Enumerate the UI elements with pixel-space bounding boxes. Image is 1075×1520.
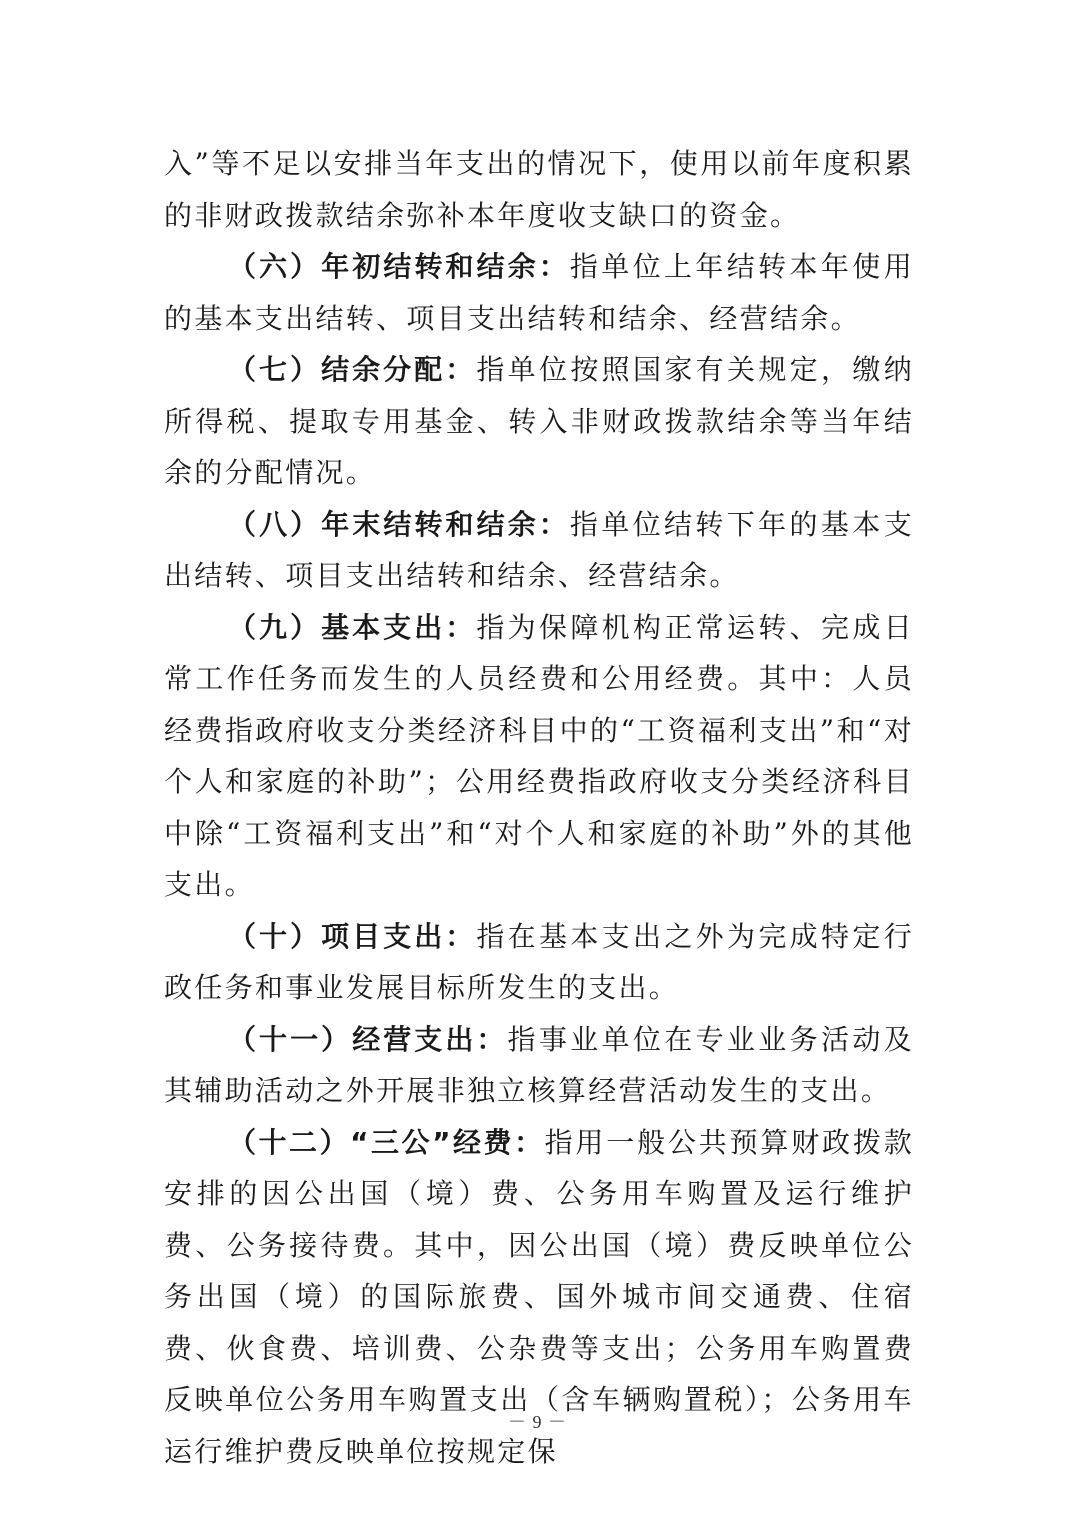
paragraph-year-start-carryover xyxy=(164,241,914,344)
paragraph-operating-expenditure xyxy=(164,1014,914,1117)
paragraph-year-end-carryover xyxy=(164,499,914,602)
paragraph-text: 指单位上年结转本年使用的基本支出结转、项目支出结转和结余、经营结余。 xyxy=(164,250,914,335)
paragraph-term: （六）年初结转和结余： xyxy=(228,250,570,283)
paragraph-term: （七）结余分配： xyxy=(228,353,477,386)
paragraph-text: 指事业单位在专业业务活动及其辅助活动之外开展非独立核算经营活动发生的支出。 xyxy=(164,1022,914,1107)
paragraph-basic-expenditure xyxy=(164,602,914,911)
paragraph-term: （十二）“三公”经费： xyxy=(228,1125,545,1159)
page-number: － 9 － xyxy=(508,1412,567,1432)
paragraph-term: （九）基本支出： xyxy=(228,610,477,644)
paragraph-text: 指在基本支出之外为完成特定行政任务和事业发展目标所发生的支出。 xyxy=(164,919,914,1004)
paragraph-term: （十）项目支出： xyxy=(228,919,477,953)
paragraph-text: 指单位按照国家有关规定，缴纳所得税、提取专用基金、转入非财政拨款结余等当年结余的分配情况。 xyxy=(164,353,914,489)
paragraph-text: 指用一般公共预算财政拨款安排的因公出国（境）费、公务用车购置及运行维护费、公务接待费。其中，因公出国（境）费反映单位公务出国（境）的国际旅费、国外城市间交通费、住宿费、伙食费、培训费、公杂费等支出；公务用车购置费反映单位公务用车购置支出（含车辆购置税）；公务用车运行维护费反映单位按规定保 xyxy=(164,1125,914,1468)
paragraph-term: （十一）经营支出： xyxy=(228,1022,508,1056)
paragraph-continued xyxy=(164,138,914,241)
paragraph-surplus-distribution xyxy=(164,344,914,499)
paragraph-term: （八）年末结转和结余： xyxy=(228,507,570,541)
document-body xyxy=(164,138,914,1477)
paragraph-text: 指为保障机构正常运转、完成日常工作任务而发生的人员经费和公用经费。其中：人员经费指政府收支分类经济科目中的“工资福利支出”和“对个人和家庭的补助”；公用经费指政府收支分类经济科目中除“工资福利支出”和“对个人和家庭的补助”外的其他支出。 xyxy=(164,610,914,901)
paragraph-project-expenditure xyxy=(164,911,914,1014)
paragraph-text: 入”等不足以安排当年支出的情况下，使用以前年度积累的非财政拨款结余弥补本年度收支缺口的资金。 xyxy=(164,147,914,232)
paragraph-text: 指单位结转下年的基本支出结转、项目支出结转和结余、经营结余。 xyxy=(164,507,914,592)
